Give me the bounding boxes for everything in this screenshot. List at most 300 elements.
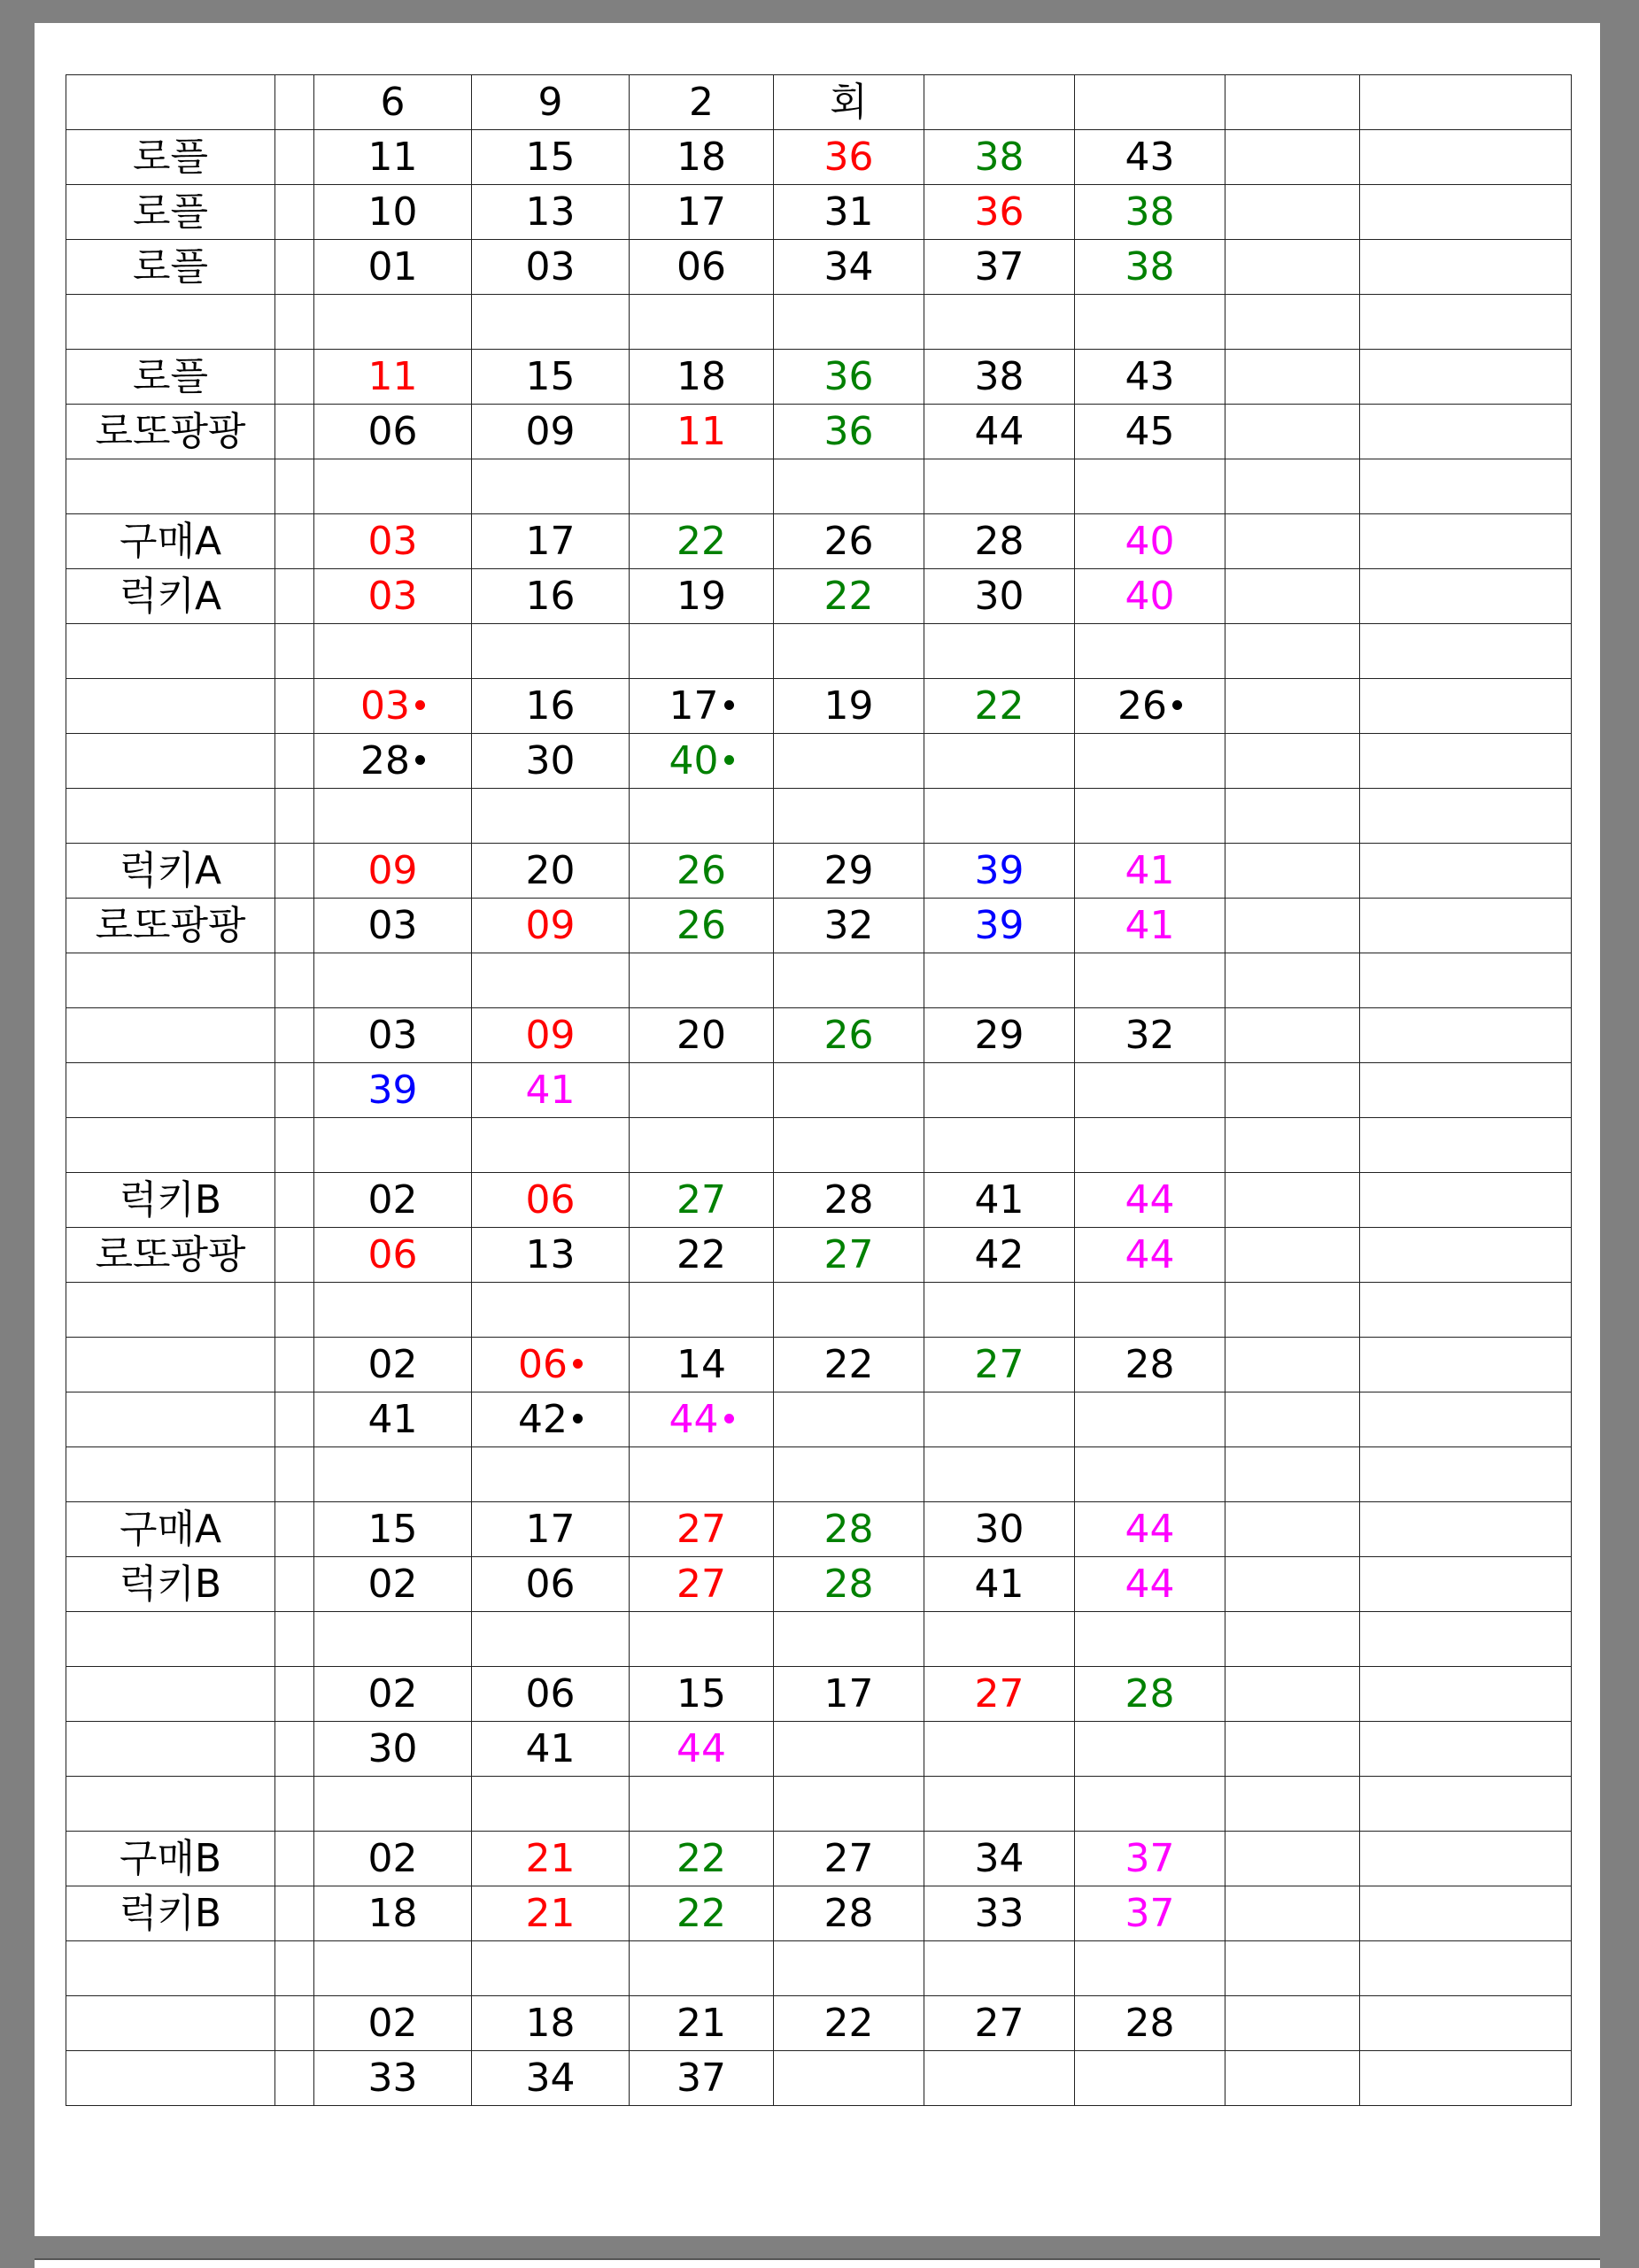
number-cell <box>1075 185 1225 240</box>
number-value: 26 <box>676 847 726 893</box>
number-value: 33 <box>367 2055 418 2101</box>
empty-cell <box>1360 1832 1572 1886</box>
number-cell <box>314 1173 472 1228</box>
number-value: 19 <box>676 573 726 619</box>
empty-cell <box>774 1392 924 1447</box>
row-label <box>66 1392 275 1447</box>
number-cell <box>774 1008 924 1063</box>
number-cell <box>630 569 774 624</box>
empty-cell <box>1225 240 1360 295</box>
empty-cell <box>924 1941 1075 1996</box>
table-row <box>66 130 1572 185</box>
number-cell <box>774 1886 924 1941</box>
number-cell <box>924 1886 1075 1941</box>
number-cell <box>1075 514 1225 569</box>
number-cell <box>314 1557 472 1612</box>
number-value: 27 <box>974 2000 1024 2046</box>
number-value: 09 <box>367 847 418 893</box>
number-value: 06 <box>676 243 726 289</box>
spacer-cell <box>275 1832 314 1886</box>
empty-cell <box>1075 1392 1225 1447</box>
number-cell <box>630 1886 774 1941</box>
empty-cell <box>314 789 472 844</box>
row-label: 럭키A <box>66 844 275 899</box>
number-cell <box>924 1338 1075 1392</box>
spacer-cell <box>275 1063 314 1118</box>
empty-cell <box>1360 953 1572 1008</box>
number-cell <box>630 350 774 405</box>
marker-dot-icon <box>415 755 425 765</box>
empty-cell <box>1360 459 1572 514</box>
number-cell <box>472 734 630 789</box>
number-cell <box>924 130 1075 185</box>
number-value: 06 <box>518 1341 568 1387</box>
spacer-cell <box>275 75 314 130</box>
row-label: 구매A <box>66 1502 275 1557</box>
next-page-edge <box>35 2258 1600 2268</box>
number-value: 26 <box>823 1012 874 1058</box>
number-cell <box>630 405 774 459</box>
number-value: 17 <box>525 518 576 564</box>
number-value: 22 <box>823 1341 874 1387</box>
marker-dot-icon <box>724 755 734 765</box>
number-value: 37 <box>1125 1835 1175 1881</box>
number-cell <box>1075 350 1225 405</box>
number-value: 27 <box>676 1506 726 1552</box>
number-cell <box>1075 569 1225 624</box>
number-cell <box>472 1173 630 1228</box>
empty-cell <box>472 1941 630 1996</box>
empty-cell <box>630 1118 774 1173</box>
empty-cell <box>1075 295 1225 350</box>
number-value: 41 <box>525 1067 576 1113</box>
number-value: 44 <box>1125 1231 1175 1277</box>
empty-cell <box>314 1283 472 1338</box>
row-label <box>66 734 275 789</box>
empty-cell <box>1075 1283 1225 1338</box>
empty-cell <box>1075 1612 1225 1667</box>
row-label: 로플 <box>66 240 275 295</box>
marker-dot-icon <box>573 1414 583 1423</box>
spacer-cell <box>275 734 314 789</box>
table-row <box>66 1502 1572 1557</box>
number-cell <box>924 1228 1075 1283</box>
empty-cell <box>1225 899 1360 953</box>
number-cell <box>1075 1996 1225 2051</box>
table-row <box>66 240 1572 295</box>
number-cell <box>630 1996 774 2051</box>
empty-cell <box>630 789 774 844</box>
spacer-cell <box>275 569 314 624</box>
spacer-cell <box>275 1118 314 1173</box>
number-value: 02 <box>367 1835 418 1881</box>
number-cell <box>314 1228 472 1283</box>
number-value: 27 <box>676 1176 726 1223</box>
empty-cell <box>774 1063 924 1118</box>
number-cell <box>472 240 630 295</box>
empty-cell <box>1225 295 1360 350</box>
number-value: 13 <box>525 189 576 235</box>
empty-cell <box>1225 350 1360 405</box>
number-value: 22 <box>676 518 726 564</box>
number-cell <box>472 2051 630 2106</box>
empty-cell <box>1225 1557 1360 1612</box>
number-value: 41 <box>974 1561 1024 1607</box>
number-value: 38 <box>1125 189 1175 235</box>
number-value: 17 <box>676 189 726 235</box>
empty-cell <box>1225 75 1360 130</box>
table-row <box>66 514 1572 569</box>
number-value: 15 <box>525 134 576 180</box>
number-value: 22 <box>974 683 1024 729</box>
number-cell <box>774 405 924 459</box>
table-row <box>66 1886 1572 1941</box>
number-cell <box>1075 1667 1225 1722</box>
empty-cell <box>924 1612 1075 1667</box>
number-cell <box>1075 844 1225 899</box>
number-value: 18 <box>367 1890 418 1936</box>
number-cell <box>924 1996 1075 2051</box>
number-value: 03 <box>525 243 576 289</box>
empty-cell <box>1360 1557 1572 1612</box>
empty-cell <box>314 295 472 350</box>
number-cell <box>924 679 1075 734</box>
empty-cell <box>1360 569 1572 624</box>
number-cell <box>472 1557 630 1612</box>
number-value: 28 <box>823 1506 874 1552</box>
empty-cell <box>1360 1667 1572 1722</box>
spacer-cell <box>275 1392 314 1447</box>
row-label: 럭키B <box>66 1173 275 1228</box>
number-cell <box>472 514 630 569</box>
number-value: 40 <box>1125 573 1175 619</box>
number-cell <box>924 1502 1075 1557</box>
table-row <box>66 1283 1572 1338</box>
empty-cell <box>1075 1777 1225 1832</box>
number-value: 28 <box>823 1890 874 1936</box>
spacer-cell <box>275 185 314 240</box>
row-label <box>66 1283 275 1338</box>
row-label: 럭키B <box>66 1886 275 1941</box>
empty-cell <box>1225 1996 1360 2051</box>
row-label <box>66 1612 275 1667</box>
number-value: 06 <box>525 1670 576 1716</box>
number-value: 11 <box>676 408 726 454</box>
number-cell <box>314 1667 472 1722</box>
empty-cell <box>1360 1338 1572 1392</box>
table-row <box>66 1118 1572 1173</box>
empty-cell <box>314 1118 472 1173</box>
table-row <box>66 350 1572 405</box>
empty-cell <box>630 953 774 1008</box>
number-value: 28 <box>1125 1341 1175 1387</box>
number-cell <box>472 1996 630 2051</box>
number-value: 17 <box>669 683 719 729</box>
empty-cell <box>774 1447 924 1502</box>
number-cell <box>924 899 1075 953</box>
number-cell <box>630 1338 774 1392</box>
number-value: 6 <box>380 79 406 125</box>
number-value: 44 <box>1125 1176 1175 1223</box>
spacer-cell <box>275 1502 314 1557</box>
empty-cell <box>924 1063 1075 1118</box>
number-cell <box>630 734 774 789</box>
empty-cell <box>1075 1722 1225 1777</box>
number-value: 37 <box>1125 1890 1175 1936</box>
number-value: 30 <box>974 573 1024 619</box>
number-value: 22 <box>676 1231 726 1277</box>
number-cell <box>314 1392 472 1447</box>
number-value: 03 <box>367 902 418 948</box>
number-value: 37 <box>676 2055 726 2101</box>
number-cell <box>774 1173 924 1228</box>
number-cell <box>472 130 630 185</box>
table-row <box>66 1557 1572 1612</box>
empty-cell <box>1360 185 1572 240</box>
empty-cell <box>1360 350 1572 405</box>
number-cell <box>630 1173 774 1228</box>
number-cell <box>472 679 630 734</box>
row-label: 구매B <box>66 1832 275 1886</box>
empty-cell <box>924 1777 1075 1832</box>
empty-cell <box>472 624 630 679</box>
number-value: 27 <box>823 1231 874 1277</box>
number-value: 16 <box>525 683 576 729</box>
number-cell <box>1075 130 1225 185</box>
empty-cell <box>1360 1996 1572 2051</box>
number-cell <box>314 1338 472 1392</box>
empty-cell <box>314 459 472 514</box>
empty-cell <box>1075 1118 1225 1173</box>
empty-cell <box>774 1612 924 1667</box>
spacer-cell <box>275 1173 314 1228</box>
empty-cell <box>774 624 924 679</box>
number-value: 31 <box>823 189 874 235</box>
row-label: 로또팡팡 <box>66 1228 275 1283</box>
spacer-cell <box>275 1941 314 1996</box>
empty-cell <box>924 295 1075 350</box>
number-value: 28 <box>823 1561 874 1607</box>
number-value: 44 <box>676 1725 726 1771</box>
number-value: 33 <box>974 1890 1024 1936</box>
number-value: 30 <box>525 737 576 783</box>
number-cell <box>1075 1008 1225 1063</box>
empty-cell <box>314 624 472 679</box>
number-cell <box>314 679 472 734</box>
document-page <box>35 23 1600 2236</box>
number-cell <box>1075 899 1225 953</box>
number-value: 15 <box>525 353 576 399</box>
number-cell <box>630 1392 774 1447</box>
number-cell <box>314 734 472 789</box>
lottery-number-table <box>66 74 1572 2106</box>
number-value: 03 <box>367 573 418 619</box>
empty-cell <box>630 1063 774 1118</box>
number-value: 26 <box>676 902 726 948</box>
empty-cell <box>1360 1392 1572 1447</box>
empty-cell <box>924 75 1075 130</box>
spacer-cell <box>275 2051 314 2106</box>
number-cell <box>1075 240 1225 295</box>
empty-cell <box>1225 1173 1360 1228</box>
row-label <box>66 459 275 514</box>
number-cell <box>314 130 472 185</box>
number-value: 34 <box>974 1835 1024 1881</box>
empty-cell <box>1225 1228 1360 1283</box>
empty-cell <box>1225 405 1360 459</box>
number-cell <box>472 1667 630 1722</box>
number-value: 41 <box>367 1396 418 1442</box>
empty-cell <box>1225 844 1360 899</box>
number-cell <box>774 514 924 569</box>
number-value: 42 <box>518 1396 568 1442</box>
empty-cell <box>1360 789 1572 844</box>
empty-cell <box>1360 1886 1572 1941</box>
empty-cell <box>1225 1118 1360 1173</box>
number-cell <box>472 1502 630 1557</box>
empty-cell <box>774 1283 924 1338</box>
number-value: 17 <box>525 1506 576 1552</box>
number-cell <box>1075 1338 1225 1392</box>
number-value: 39 <box>367 1067 418 1113</box>
number-cell <box>774 1338 924 1392</box>
number-value: 21 <box>676 2000 726 2046</box>
spacer-cell <box>275 899 314 953</box>
number-value: 06 <box>525 1561 576 1607</box>
number-cell <box>314 899 472 953</box>
number-cell <box>774 899 924 953</box>
spacer-cell <box>275 1777 314 1832</box>
number-cell <box>924 844 1075 899</box>
marker-dot-icon <box>415 700 425 710</box>
empty-cell <box>1360 1777 1572 1832</box>
empty-cell <box>1225 1886 1360 1941</box>
number-value: 28 <box>823 1176 874 1223</box>
number-value: 38 <box>1125 243 1175 289</box>
empty-cell <box>1075 1447 1225 1502</box>
empty-cell <box>1075 734 1225 789</box>
row-label: 로플 <box>66 130 275 185</box>
number-value: 06 <box>367 408 418 454</box>
number-cell <box>924 1008 1075 1063</box>
number-value: 36 <box>823 353 874 399</box>
number-cell <box>314 1996 472 2051</box>
row-label: 로플 <box>66 185 275 240</box>
empty-cell <box>924 1392 1075 1447</box>
empty-cell <box>1360 295 1572 350</box>
spacer-cell <box>275 1722 314 1777</box>
table-row <box>66 75 1572 130</box>
number-value: 26 <box>823 518 874 564</box>
number-value: 02 <box>367 1670 418 1716</box>
empty-cell <box>1360 1063 1572 1118</box>
marker-dot-icon <box>573 1359 583 1369</box>
empty-cell <box>774 734 924 789</box>
number-cell <box>774 1996 924 2051</box>
empty-cell <box>1360 1008 1572 1063</box>
empty-cell <box>1360 1283 1572 1338</box>
table-row <box>66 1996 1572 2051</box>
empty-cell <box>630 1777 774 1832</box>
empty-cell <box>1225 734 1360 789</box>
number-value: 22 <box>676 1835 726 1881</box>
empty-cell <box>1225 514 1360 569</box>
number-value: 03 <box>367 1012 418 1058</box>
number-cell <box>924 185 1075 240</box>
number-value: 41 <box>1125 847 1175 893</box>
empty-cell <box>1075 789 1225 844</box>
number-value: 27 <box>974 1670 1024 1716</box>
number-cell <box>472 405 630 459</box>
empty-cell <box>1225 1832 1360 1886</box>
number-cell <box>472 1063 630 1118</box>
number-value: 19 <box>823 683 874 729</box>
empty-cell <box>1225 185 1360 240</box>
number-value: 43 <box>1125 134 1175 180</box>
table-row <box>66 185 1572 240</box>
spacer-cell <box>275 350 314 405</box>
number-cell <box>774 569 924 624</box>
number-value: 9 <box>537 79 563 125</box>
empty-cell <box>1360 679 1572 734</box>
empty-cell <box>774 1941 924 1996</box>
number-cell <box>924 1557 1075 1612</box>
number-cell <box>1075 1832 1225 1886</box>
number-cell <box>630 514 774 569</box>
number-cell <box>630 130 774 185</box>
number-cell <box>314 1722 472 1777</box>
number-value: 22 <box>676 1890 726 1936</box>
empty-cell <box>472 1283 630 1338</box>
number-cell <box>630 844 774 899</box>
table-row <box>66 844 1572 899</box>
number-value: 27 <box>823 1835 874 1881</box>
spacer-cell <box>275 295 314 350</box>
table-row <box>66 624 1572 679</box>
empty-cell <box>630 459 774 514</box>
empty-cell <box>314 1447 472 1502</box>
spacer-cell <box>275 1886 314 1941</box>
number-cell <box>630 1832 774 1886</box>
empty-cell <box>1225 1008 1360 1063</box>
number-cell <box>1075 1173 1225 1228</box>
number-value: 38 <box>974 353 1024 399</box>
number-value: 41 <box>525 1725 576 1771</box>
number-value: 27 <box>974 1341 1024 1387</box>
table-row <box>66 1832 1572 1886</box>
empty-cell <box>472 1118 630 1173</box>
number-cell <box>924 350 1075 405</box>
number-value: 09 <box>525 408 576 454</box>
number-value: 44 <box>1125 1561 1175 1607</box>
empty-cell <box>1360 1118 1572 1173</box>
number-value: 44 <box>1125 1506 1175 1552</box>
empty-cell <box>774 789 924 844</box>
number-cell <box>1075 405 1225 459</box>
number-cell <box>314 240 472 295</box>
empty-cell <box>1225 130 1360 185</box>
number-value: 09 <box>525 1012 576 1058</box>
empty-cell <box>1225 624 1360 679</box>
number-cell <box>472 1722 630 1777</box>
number-cell <box>314 1502 472 1557</box>
empty-cell <box>774 953 924 1008</box>
number-value: 18 <box>676 134 726 180</box>
number-value: 39 <box>974 902 1024 948</box>
number-cell <box>774 185 924 240</box>
spacer-cell <box>275 1228 314 1283</box>
empty-cell <box>924 953 1075 1008</box>
